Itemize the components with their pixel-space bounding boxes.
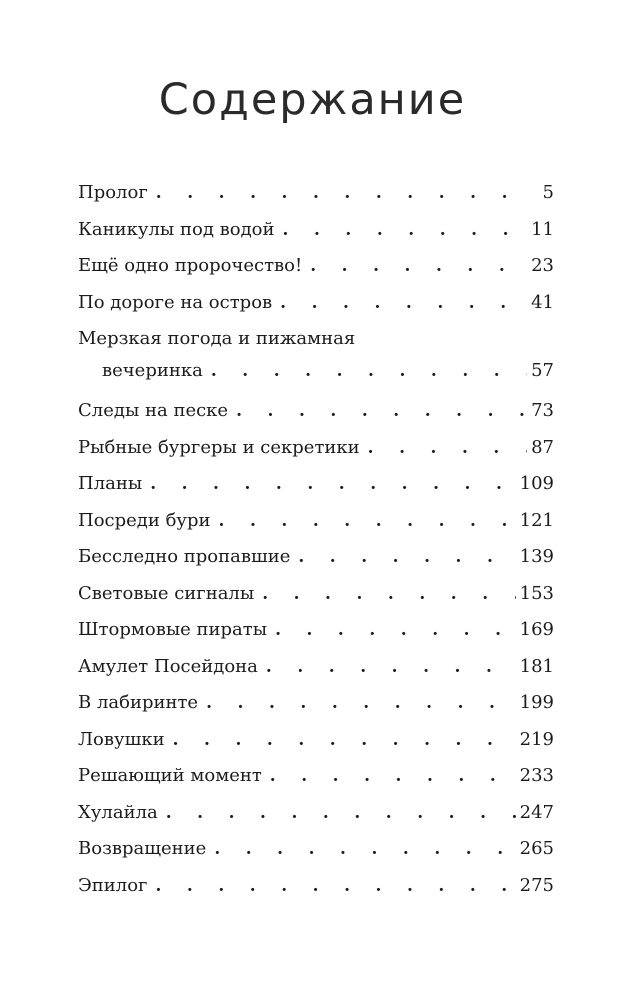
toc-entry-page: 73 [531, 400, 554, 421]
toc-entry-page: 275 [519, 874, 554, 896]
toc-entry-label: Следы на песке [78, 400, 229, 421]
toc-entry-label-line1: Мерзкая погода и пижамная [78, 328, 356, 349]
toc-entry-page: 247 [519, 801, 554, 823]
toc-entry-page: 219 [519, 728, 554, 750]
toc-entry-label: Планы [78, 473, 143, 494]
toc-entry [78, 251, 554, 288]
toc-entry-label: Эпилог [78, 874, 148, 896]
dot-leader [211, 356, 527, 386]
toc-entry [78, 433, 554, 470]
toc-entry-page: 87 [531, 436, 554, 458]
toc-entry-label: Бесследно пропавшие [78, 546, 291, 567]
dot-leader [166, 798, 516, 828]
toc-entry [78, 178, 554, 215]
toc-entry-label: В лабиринте [78, 692, 199, 713]
toc-entry-label-line2: вечеринка [102, 360, 203, 381]
toc-entry [78, 396, 554, 433]
dot-leader [214, 834, 515, 864]
toc-entry-label: Ловушки [78, 728, 165, 750]
dot-leader [173, 725, 516, 755]
toc-entry [78, 506, 554, 543]
toc-entry [78, 615, 554, 652]
toc-entry-label: Каникулы под водой [78, 218, 275, 240]
toc-entry-page: 41 [531, 291, 554, 313]
dot-leader [219, 506, 516, 536]
dot-leader [155, 871, 515, 901]
toc-entry [78, 288, 554, 325]
toc-entry-page: 109 [519, 473, 554, 494]
toc-entry-page: 233 [519, 765, 554, 786]
toc-entry [78, 688, 554, 725]
toc-entry-page: 57 [531, 360, 554, 381]
toc-entry [78, 761, 554, 798]
toc-entry [78, 469, 554, 506]
toc-entry [78, 324, 554, 396]
dot-leader [270, 761, 516, 791]
toc-entry-page: 121 [519, 509, 554, 531]
dot-leader [275, 615, 516, 645]
toc-entry-label: Рыбные бургеры и секретики [78, 436, 360, 458]
toc-entry-label: Амулет Посейдона [78, 655, 258, 677]
page-title: Содержание [158, 75, 467, 125]
toc-entry-page: 139 [519, 546, 554, 567]
toc-entry [78, 215, 554, 252]
toc-entry-page: 5 [542, 182, 554, 203]
dot-leader [283, 215, 528, 245]
dot-leader [262, 579, 515, 609]
toc-entry [78, 834, 554, 871]
toc-entry-page: 11 [531, 218, 554, 240]
dot-leader [266, 652, 516, 682]
toc-entry-second-line [78, 356, 554, 392]
toc-entry-label: Штормовые пираты [78, 619, 268, 640]
toc-entry [78, 725, 554, 762]
toc-entry-label: Возвращение [78, 838, 207, 859]
toc-entry-label: Решающий момент [78, 765, 262, 786]
dot-leader [156, 178, 532, 208]
dot-leader [298, 542, 515, 572]
dot-leader [280, 288, 527, 318]
toc-entry-label: Хулайла [78, 801, 158, 823]
dot-leader [150, 469, 515, 499]
dot-leader [368, 433, 527, 463]
toc-entry-page: 199 [519, 692, 554, 713]
toc-entry [78, 871, 554, 908]
toc-entry-label: Посреди бури [78, 509, 211, 531]
toc-entry [78, 652, 554, 689]
toc-entry [78, 798, 554, 835]
toc-entry-label: Пролог [78, 182, 148, 203]
toc-entry-page: 23 [531, 255, 554, 276]
toc-entry-label: Ещё одно пророчество! [78, 255, 303, 276]
toc-entry-page: 265 [519, 838, 554, 859]
dot-leader [236, 396, 527, 426]
table-of-contents [78, 178, 554, 907]
dot-leader [310, 251, 527, 281]
toc-entry [78, 542, 554, 579]
toc-entry [78, 579, 554, 616]
dot-leader [206, 688, 516, 718]
toc-entry-label: Световые сигналы [78, 582, 255, 604]
toc-entry-page: 153 [519, 582, 554, 604]
toc-entry-page: 169 [519, 619, 554, 640]
toc-entry-label: По дороге на остров [78, 291, 273, 313]
toc-entry-page: 181 [519, 655, 554, 677]
